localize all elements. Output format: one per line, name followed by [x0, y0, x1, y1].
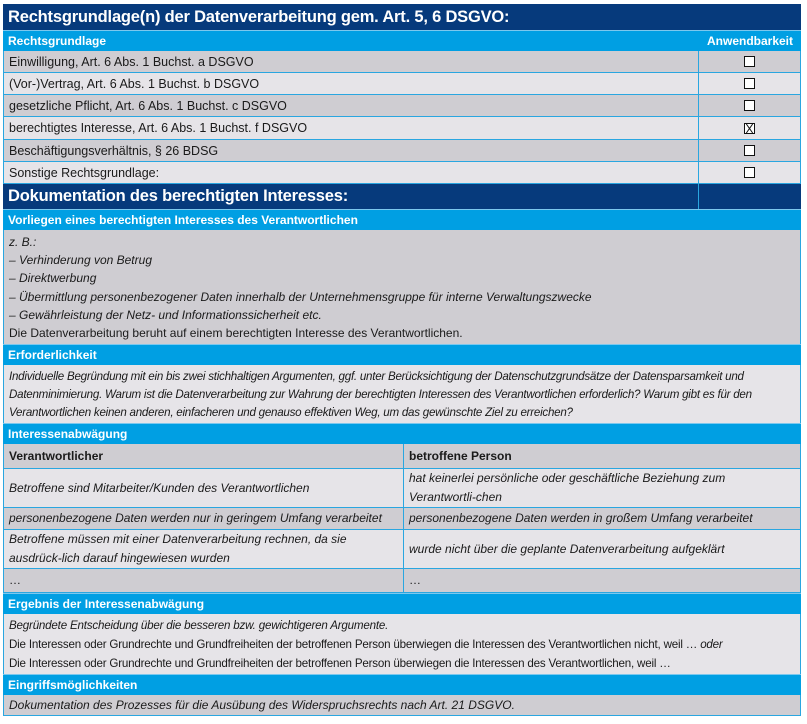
intervention-heading-text: Eingriffsmöglichkeiten	[8, 678, 138, 692]
example-item: – Direktwerbung	[9, 271, 97, 286]
applicability-checkbox[interactable]	[744, 100, 755, 111]
examples-intro: z. B.:	[9, 235, 37, 249]
dsgvo-form	[3, 4, 801, 716]
legal-basis-label: gesetzliche Pflicht, Art. 6 Abs. 1 Buchst. c DSGVO	[4, 95, 699, 116]
controller-cell: …	[4, 569, 404, 592]
balancing-header-row	[3, 444, 801, 469]
controller-cell: Betroffene müssen mit einer Datenverarbeitung rechnen, da sie ausdrück-lich darauf hingewiesen wurden	[4, 530, 404, 568]
result-line	[9, 635, 795, 654]
legal-basis-title-text: Rechtsgrundlage(n) der Datenverarbeitung gem. Art. 5, 6 DSGVO:	[8, 7, 510, 26]
necessity-heading	[3, 344, 801, 365]
applicability-checkbox-checked[interactable]	[744, 123, 755, 134]
legal-basis-row	[3, 95, 801, 117]
balancing-heading	[3, 423, 801, 444]
documentation-title	[3, 184, 801, 209]
legitimate-interest-statement: Die Datenverarbeitung beruht auf einem berechtigten Interesse des Verantwortlichen.	[9, 326, 463, 341]
legal-basis-label: (Vor-)Vertrag, Art. 6 Abs. 1 Buchst. b DSGVO	[4, 73, 699, 94]
legitimate-interest-content	[3, 230, 801, 344]
necessity-heading-text: Erforderlichkeit	[8, 348, 97, 362]
balancing-heading-text: Interessenabwägung	[8, 427, 128, 441]
legitimate-interest-heading	[3, 209, 801, 230]
controller-cell: personenbezogene Daten werden nur in geringem Umfang verarbeitet	[4, 508, 404, 529]
legal-basis-title	[3, 4, 801, 30]
example-item: – Verhinderung von Betrug	[9, 253, 152, 268]
legitimate-interest-heading-text: Vorliegen eines berechtigten Interesses des Verantwortlichen	[8, 213, 358, 227]
balancing-row	[3, 469, 801, 508]
example-item: – Gewährleistung der Netz- und Informationssicherheit etc.	[9, 307, 322, 322]
necessity-content	[3, 365, 801, 423]
result-line: Die Interessen oder Grundrechte und Grundfreiheiten der betroffenen Person überwiegen die Interessen des Verantwortlichen, weil …	[9, 657, 671, 670]
subject-cell: wurde nicht über die geplante Datenverarbeitung aufgeklärt	[409, 541, 725, 556]
example-item: – Übermittlung personenbezogener Daten innerhalb der Unternehmensgruppe für interne Verwaltungszwecke	[9, 289, 592, 304]
applicability-checkbox[interactable]	[744, 145, 755, 156]
legal-basis-label: berechtigtes Interesse, Art. 6 Abs. 1 Buchst. f DSGVO	[4, 117, 699, 139]
intervention-content	[3, 695, 801, 716]
result-line: Begründete Entscheidung über die besseren bzw. gewichtigeren Argumente.	[9, 619, 389, 632]
balancing-row	[3, 508, 801, 530]
controller-cell: Betroffene sind Mitarbeiter/Kunden des Verantwortlichen	[4, 469, 404, 507]
subject-cell: …	[409, 573, 421, 587]
result-heading-text: Ergebnis der Interessenabwägung	[8, 597, 205, 611]
result-heading	[3, 593, 801, 614]
result-line-text: Die Interessen oder Grundrechte und Grundfreiheiten der betroffenen Person überwiegen die Interessen des Verantwortlichen nicht, weil …	[9, 638, 701, 651]
legal-basis-row	[3, 162, 801, 184]
legal-basis-label: Sonstige Rechtsgrundlage:	[4, 162, 699, 183]
col-data-subject: betroffene Person	[409, 448, 512, 463]
col-controller: Verantwortlicher	[4, 444, 404, 468]
col-applicability: Anwendbarkeit	[706, 34, 793, 48]
balancing-row	[3, 530, 801, 569]
applicability-checkbox[interactable]	[744, 167, 755, 178]
legal-basis-row	[3, 73, 801, 95]
legal-basis-row	[3, 51, 801, 73]
necessity-text: Individuelle Begründung mit ein bis zwei stichhaltigen Argumenten, ggf. unter Berücksichtigung der Datenschutzgrundsätze der Datensparsamkeit und Datenminimierung. Warum ist die Datenverarbeitung zur Wahrung der berechtigten Interessen des Verantwortlichen erforderlich? Warum gibt es für den Verantwortlichen keinen anderen, einfacheren und genauso effektiven Weg, um das gewünschte Ziel zu erreichen?	[9, 370, 752, 420]
legal-basis-row	[3, 117, 801, 140]
col-legal-basis: Rechtsgrundlage	[8, 34, 107, 48]
balancing-row	[3, 569, 801, 593]
result-line-or: oder	[700, 638, 723, 651]
legal-basis-row	[3, 140, 801, 162]
applicability-checkbox[interactable]	[744, 78, 755, 89]
subject-cell: personenbezogene Daten werden in großem Umfang verarbeitet	[409, 511, 753, 525]
result-content	[3, 614, 801, 674]
subject-cell: hat keinerlei persönliche oder geschäftliche Beziehung zum Verantwortli-chen	[409, 471, 726, 504]
intervention-text: Dokumentation des Prozesses für die Ausübung des Widerspruchsrechts nach Art. 21 DSGVO.	[9, 698, 515, 712]
legal-basis-label: Einwilligung, Art. 6 Abs. 1 Buchst. a DSGVO	[4, 51, 699, 72]
applicability-checkbox[interactable]	[744, 56, 755, 67]
legal-basis-header	[3, 30, 801, 51]
legal-basis-label: Beschäftigungsverhältnis, § 26 BDSG	[4, 140, 699, 161]
documentation-title-text: Dokumentation des berechtigten Interesses:	[3, 184, 699, 209]
intervention-heading	[3, 674, 801, 695]
